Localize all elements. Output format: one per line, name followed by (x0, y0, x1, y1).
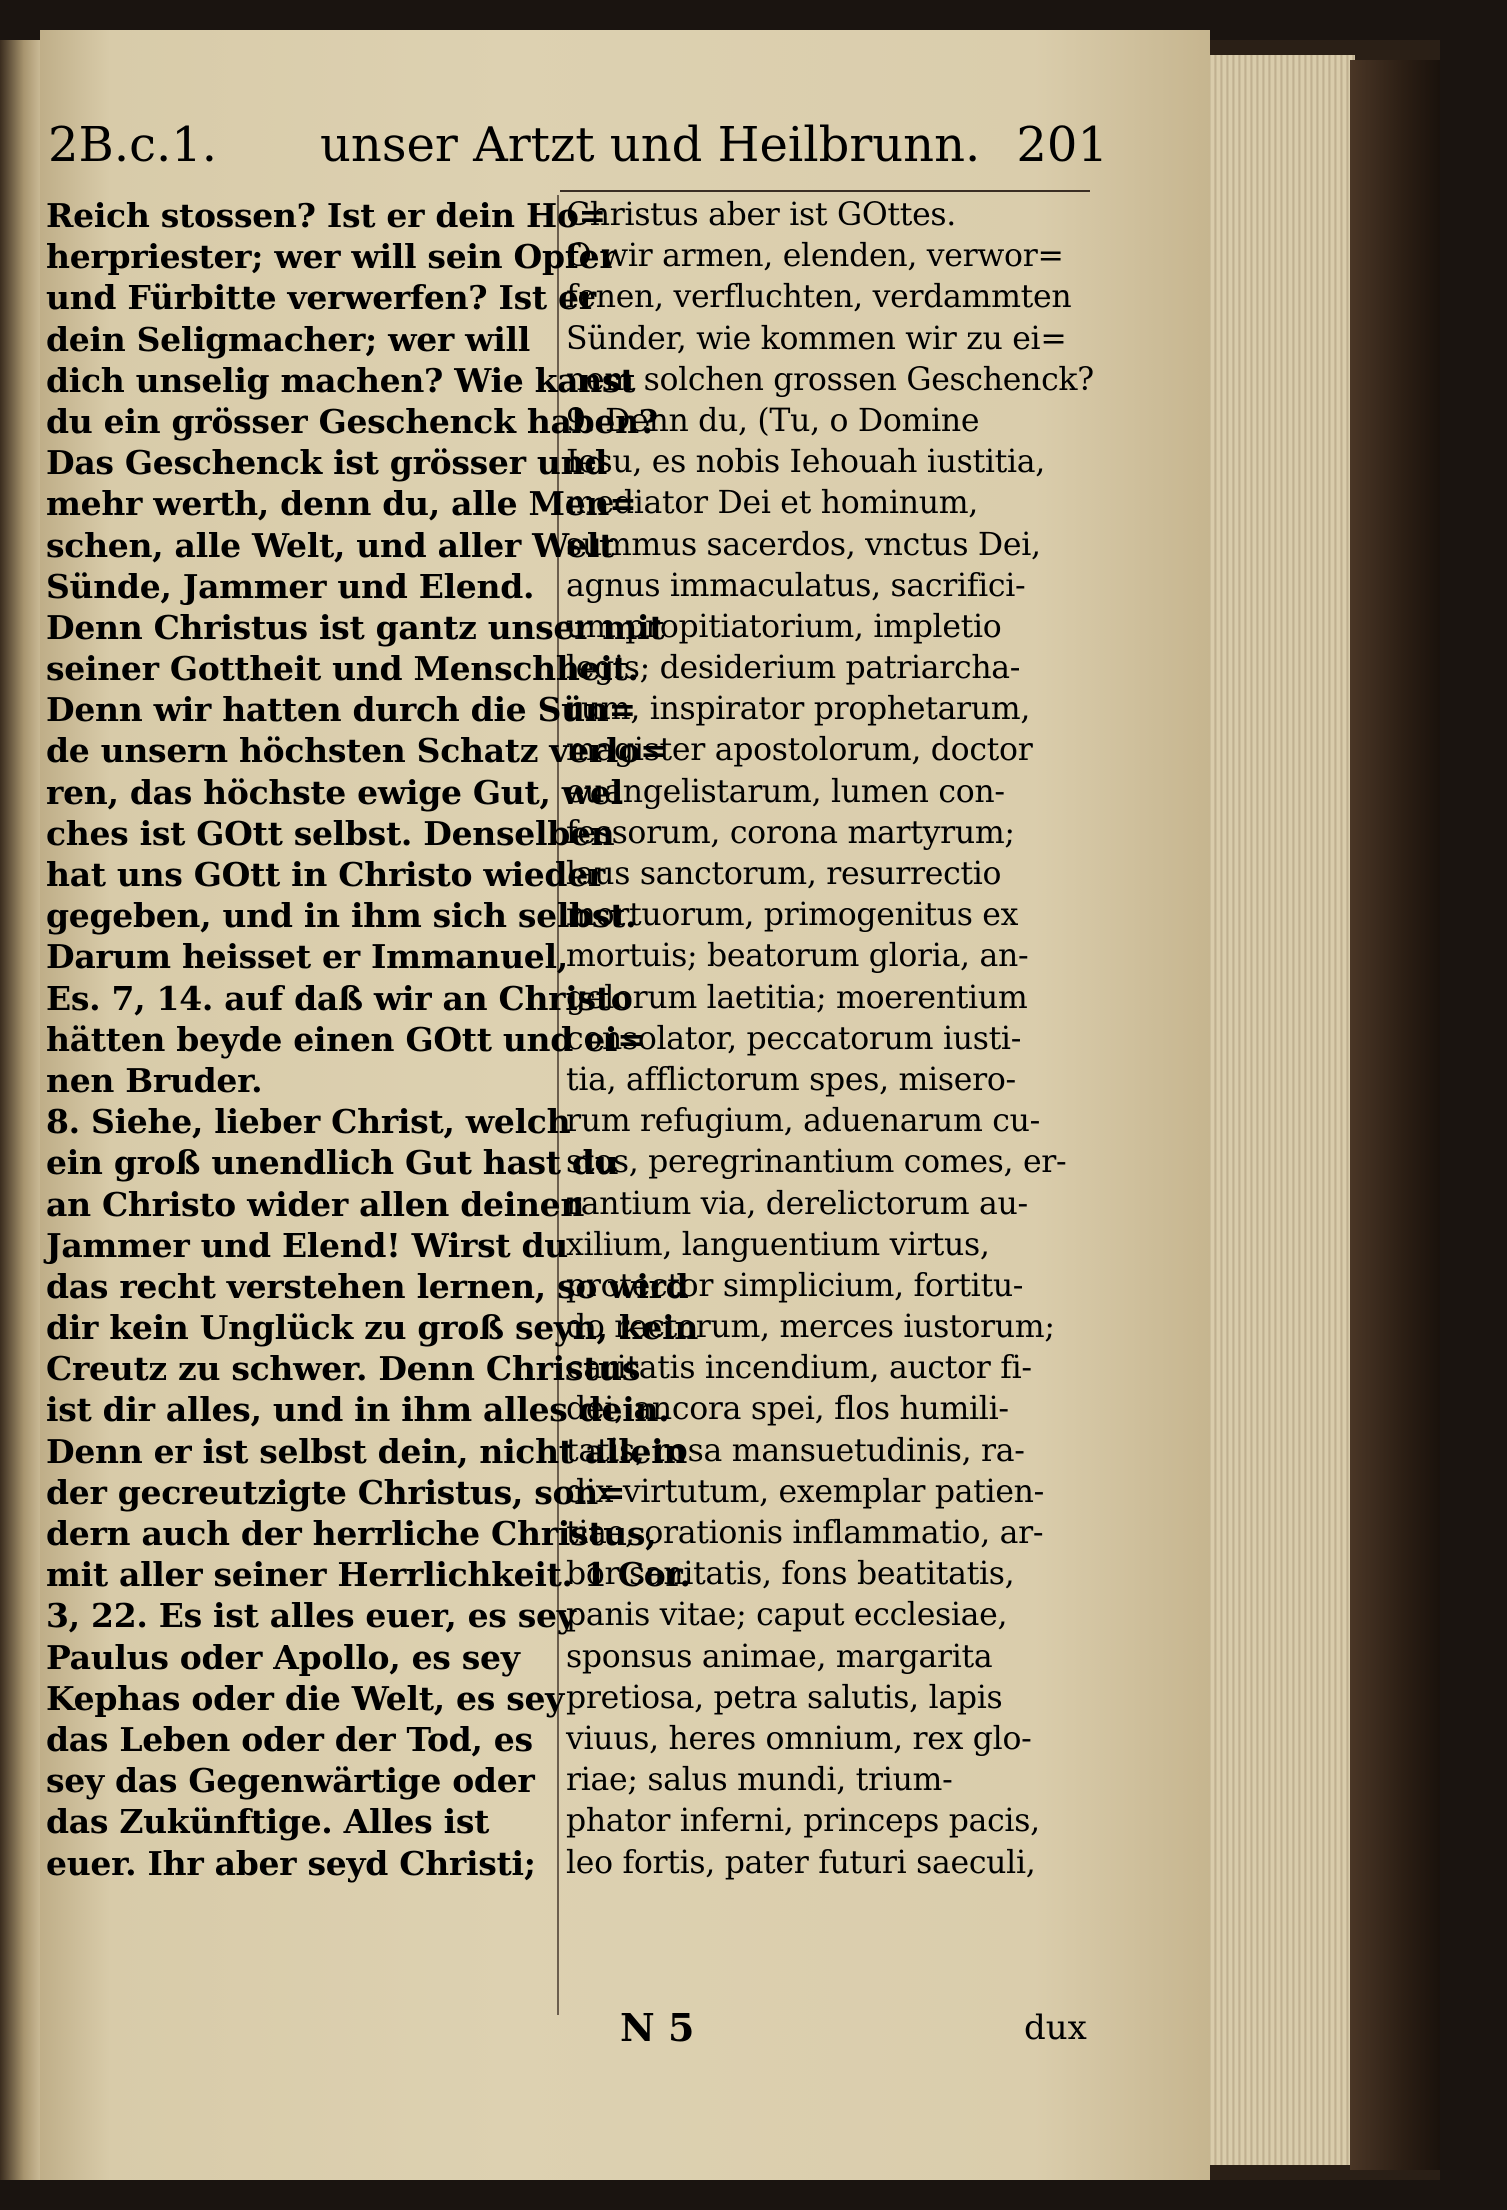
previous-page-edge (0, 40, 40, 2180)
left-text-column (46, 195, 699, 1884)
text-line: Iesu, es nobis Iehouah iustitia, (566, 444, 1045, 481)
text-line: tatis, rosa mansuetudinis, ra- (566, 1432, 1025, 1469)
text-line: Paulus oder Apollo, es sey (46, 1637, 520, 1677)
text-line: schen, alle Welt, und aller Welt (46, 525, 615, 565)
text-line: ein groß unendlich Gut hast du (46, 1143, 619, 1183)
text-line: Christus aber ist GOttes. (566, 197, 957, 233)
text-line: mediator Dei et hominum, (566, 485, 978, 522)
text-line: riae; salus mundi, trium- (566, 1762, 953, 1799)
text-line: sey das Gegenwärtige oder (46, 1761, 535, 1801)
text-line: fenen, verfluchten, verdammten (566, 279, 1072, 316)
text-line: Denn wir hatten durch die Sün= (46, 690, 636, 730)
text-line: dich unselig machen? Wie kanst (46, 360, 636, 400)
text-line: um propitiatorium, impletio (566, 608, 1002, 645)
text-line: gegeben, und in ihm sich selbst. (46, 896, 637, 936)
text-line: summus sacerdos, vnctus Dei, (566, 526, 1041, 563)
text-line: agnus immaculatus, sacrifici- (566, 567, 1026, 604)
text-line: rum, inspirator prophetarum, (566, 691, 1031, 728)
text-line: consolator, peccatorum iusti- (566, 1020, 1022, 1057)
text-line: phator inferni, princeps pacis, (566, 1803, 1040, 1840)
text-line: Reich stossen? Ist er dein Ho= (46, 196, 606, 235)
text-line: Denn Christus ist gantz unser mit (46, 607, 665, 647)
page-number: 201 (1016, 117, 1108, 173)
text-line: und Fürbitte verwerfen? Ist er (46, 278, 596, 318)
header-rule (560, 190, 1090, 192)
text-line: Jammer und Elend! Wirst du (46, 1225, 568, 1265)
signature-mark: N 5 (620, 2005, 695, 2050)
text-line: nen Bruder. (46, 1060, 263, 1100)
text-line: panis vitae; caput ecclesiae, (566, 1597, 1008, 1634)
text-line: seiner Gottheit und Menschheit. (46, 649, 639, 689)
text-line: fessorum, corona martyrum; (566, 814, 1015, 851)
text-line: dern auch der herrliche Christus, (46, 1514, 657, 1553)
text-line: hat uns GOtt in Christo wieder (46, 855, 605, 894)
text-line: dei, ancora spei, flos humili- (566, 1391, 1009, 1428)
text-line: 8. Siehe, lieber Christ, welch (46, 1102, 571, 1142)
text-line: O wir armen, elenden, verwor= (566, 238, 1064, 275)
text-line: magister apostolorum, doctor (566, 732, 1033, 769)
text-line: Creutz zu schwer. Denn Christus (46, 1349, 641, 1389)
text-line: nem solchen grossen Geschenck? (566, 361, 1094, 398)
text-line: bor sanitatis, fons beatitatis, (566, 1556, 1015, 1593)
catchword: dux (1024, 2008, 1087, 2048)
text-line: mortuis; beatorum gloria, an- (566, 938, 1029, 975)
text-line: der gecreutzigte Christus, son= (46, 1472, 626, 1512)
section-reference: 2B.c.1. (48, 117, 218, 173)
page-fore-edge (1205, 55, 1355, 2165)
text-line: protector simplicium, fortitu- (566, 1267, 1024, 1304)
text-line: de unsern höchsten Schatz verlo= (46, 731, 668, 771)
text-line: viuus, heres omnium, rex glo- (566, 1720, 1032, 1757)
text-line: Denn er ist selbst dein, nicht allein (46, 1431, 688, 1471)
text-line: rantium via, derelictorum au- (566, 1185, 1028, 1222)
text-line: ren, das höchste ewige Gut, wel (46, 772, 623, 812)
text-line: das Zukünftige. Alles ist (46, 1802, 490, 1842)
text-line: do rectorum, merces iustorum; (566, 1309, 1055, 1346)
text-line: euer. Ihr aber seyd Christi; (46, 1843, 536, 1883)
text-line: Kephas oder die Welt, es sey (46, 1678, 565, 1718)
text-line: mehr werth, denn du, alle Men= (46, 484, 637, 524)
text-line: mortuorum, primogenitus ex (566, 897, 1019, 934)
right-text-column (566, 195, 1096, 1884)
text-line: dein Seligmacher; wer will (46, 319, 530, 359)
text-line: tiae, orationis inflammatio, ar- (566, 1515, 1044, 1551)
text-line: ist dir alles, und in ihm alles dein. (46, 1390, 670, 1430)
text-line: Sünder, wie kommen wir zu ei= (566, 320, 1067, 357)
running-title: unser Artzt und Heilbrunn. (320, 117, 981, 173)
text-line: das recht verstehen lernen, so wird (46, 1266, 689, 1306)
text-line: caritatis incendium, auctor fi- (566, 1350, 1032, 1387)
book-cover-edge (1350, 60, 1440, 2170)
text-line: tia, afflictorum spes, misero- (566, 1061, 1016, 1098)
text-line: dix virtutum, exemplar patien- (566, 1473, 1044, 1510)
text-line: Sünde, Jammer und Elend. (46, 566, 535, 606)
text-line: legis; desiderium patriarcha- (566, 650, 1021, 687)
text-line: mit aller seiner Herrlichkeit. 1 Cor. (46, 1555, 691, 1595)
text-line: stos, peregrinantium comes, er- (566, 1144, 1067, 1181)
text-line: pretiosa, petra salutis, lapis (566, 1679, 1003, 1716)
text-line: ches ist GOtt selbst. Denselben (46, 813, 615, 853)
text-line: sponsus animae, margarita (566, 1638, 993, 1675)
text-line: Es. 7, 14. auf daß wir an Christo (46, 978, 633, 1018)
text-line: laus sanctorum, resurrectio (566, 856, 1002, 892)
text-line: xilium, languentium virtus, (566, 1226, 990, 1263)
text-line: gelorum laetitia; moerentium (566, 979, 1028, 1016)
text-line: an Christo wider allen deinen (46, 1184, 585, 1224)
text-line: hätten beyde einen GOtt und ei= (46, 1019, 645, 1059)
text-line: das Leben oder der Tod, es (46, 1719, 533, 1759)
text-line: herpriester; wer will sein Opfer (46, 237, 617, 277)
text-line: Das Geschenck ist grösser und (46, 443, 608, 483)
text-line: 3, 22. Es ist alles euer, es sey (46, 1596, 576, 1636)
text-line: rum refugium, aduenarum cu- (566, 1103, 1040, 1140)
text-line: leo fortis, pater futuri saeculi, (566, 1844, 1036, 1881)
text-line: euangelistarum, lumen con- (566, 773, 1005, 810)
text-line: 9. Denn du, (Tu, o Domine (566, 402, 980, 439)
text-line: Darum heisset er Immanuel, (46, 937, 568, 977)
text-line: du ein grösser Geschenck haben? (46, 401, 658, 441)
text-line: dir kein Unglück zu groß seyn, kein (46, 1308, 699, 1348)
running-head (48, 105, 1108, 185)
